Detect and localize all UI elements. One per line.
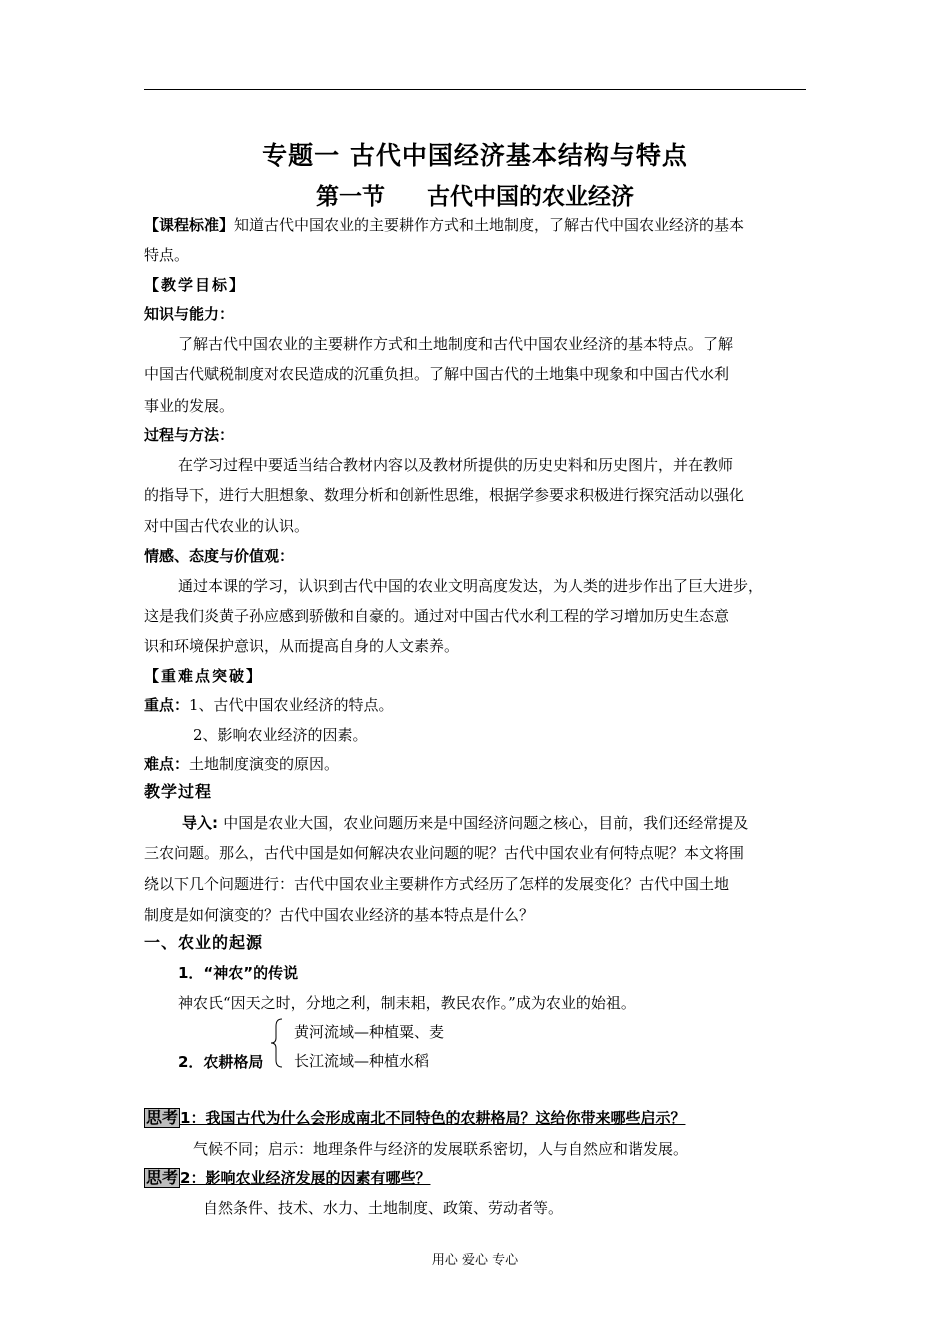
process-heading: 过程与方法：: [144, 426, 235, 444]
teaching-goals-heading: 【教学目标】: [144, 276, 247, 294]
key-points-heading: 【重难点突破】: [144, 667, 264, 685]
section-name: 古代中国的农业经济: [427, 184, 634, 210]
key-point-label: 重点：: [144, 696, 190, 714]
process-line-1: 在学习过程中要适当结合教材内容以及教材所提供的历史史料和历史图片，并在教师: [178, 456, 734, 474]
emotion-line-2: 这是我们炎黄子孙应感到骄傲和自豪的。通过对中国古代水利工程的学习增加历史生态意: [144, 607, 730, 625]
pattern-heading: 2．农耕格局: [178, 1053, 264, 1071]
key-point-1-text: 1、古代中国农业经济的特点。: [189, 696, 394, 714]
think-1-label: 思考: [146, 1108, 179, 1127]
curriculum-standard: [144, 215, 744, 235]
emotion-heading: 情感、态度与价值观：: [144, 547, 295, 565]
process-line-3: 对中国古代农业的认识。: [144, 517, 310, 535]
pattern-north: 黄河流域—种植粟、麦: [294, 1023, 445, 1041]
intro-line-3: 绕以下几个问题进行：古代中国农业主要耕作方式经历了怎样的发展变化？古代中国土地: [144, 875, 730, 893]
intro-line-4: 制度是如何演变的？古代中国农业经济的基本特点是什么？: [144, 906, 535, 924]
curriculum-standard-text-1: 知道古代中国农业的主要耕作方式和土地制度，了解古代中国农业经济的基本: [234, 216, 745, 234]
intro-label: 导入:: [182, 814, 224, 832]
header-rule: [144, 89, 806, 90]
difficult-point-text: 土地制度演变的原因。: [189, 755, 340, 773]
think-1-question: 1：我国古代为什么会形成南北不同特色的农耕格局？这给你带来哪些启示？: [180, 1109, 686, 1127]
teaching-process-heading: 教学过程: [144, 782, 213, 801]
knowledge-line-3: 事业的发展。: [144, 397, 235, 415]
difficult-point-label: 难点：: [144, 755, 190, 773]
chapter-title: 专题一 古代中国经济基本结构与特点: [262, 141, 688, 170]
knowledge-heading: 知识与能力：: [144, 305, 235, 323]
process-line-2: 的指导下，进行大胆想象、数理分析和创新性思维，根据学参要求积极进行探究活动以强化: [144, 486, 745, 504]
key-point-2: 2、影响农业经济的因素。: [193, 726, 368, 744]
knowledge-line-2: 中国古代赋税制度对农民造成的沉重负担。了解中国古代的土地集中现象和中国古代水利: [144, 365, 730, 383]
legend-heading: 1．“神农”的传说: [178, 964, 299, 982]
key-point-1: [144, 695, 394, 715]
intro-line-2: 三农问题。那么，古代中国是如何解决农业问题的呢？古代中国农业有何特点呢？本文将围: [144, 844, 745, 862]
emotion-line-1: 通过本课的学习，认识到古代中国的农业文明高度发达，为人类的进步作出了巨大进步，: [178, 577, 764, 595]
legend-text: 神农氏“因天之时，分地之利，制耒耜，教民农作。”成为农业的始祖。: [178, 994, 636, 1012]
section-title: [0, 178, 950, 211]
brace-icon: [270, 1018, 284, 1068]
emotion-line-3: 识和环境保护意识，从而提高自身的人文素养。: [144, 637, 460, 655]
think-1: [144, 1108, 685, 1128]
page-footer: 用心 爱心 专心: [431, 1253, 519, 1268]
curriculum-standard-label: 【课程标准】: [144, 216, 235, 234]
think-2: [144, 1168, 430, 1188]
curriculum-standard-text-2: 特点。: [144, 246, 190, 264]
think-1-answer: 气候不同；启示：地理条件与经济的发展联系密切，人与自然应和谐发展。: [193, 1140, 689, 1158]
think-2-question: 2：影响农业经济发展的因素有哪些？: [180, 1169, 431, 1187]
intro-line-1: [182, 813, 748, 833]
think-2-answer: 自然条件、技术、水力、土地制度、政策、劳动者等。: [203, 1199, 564, 1217]
pattern-south: 长江流域—种植水稻: [294, 1052, 430, 1070]
difficult-point: [144, 754, 339, 774]
section-number: 第一节: [316, 184, 385, 210]
think-2-label: 思考: [146, 1168, 179, 1187]
intro-line-1-text: 中国是农业大国，农业问题历来是中国经济问题之核心，目前，我们还经常提及: [223, 814, 749, 832]
knowledge-line-1: 了解古代中国农业的主要耕作方式和土地制度和古代中国农业经济的基本特点。了解: [178, 335, 734, 353]
origin-heading: 一、农业的起源: [144, 933, 264, 952]
